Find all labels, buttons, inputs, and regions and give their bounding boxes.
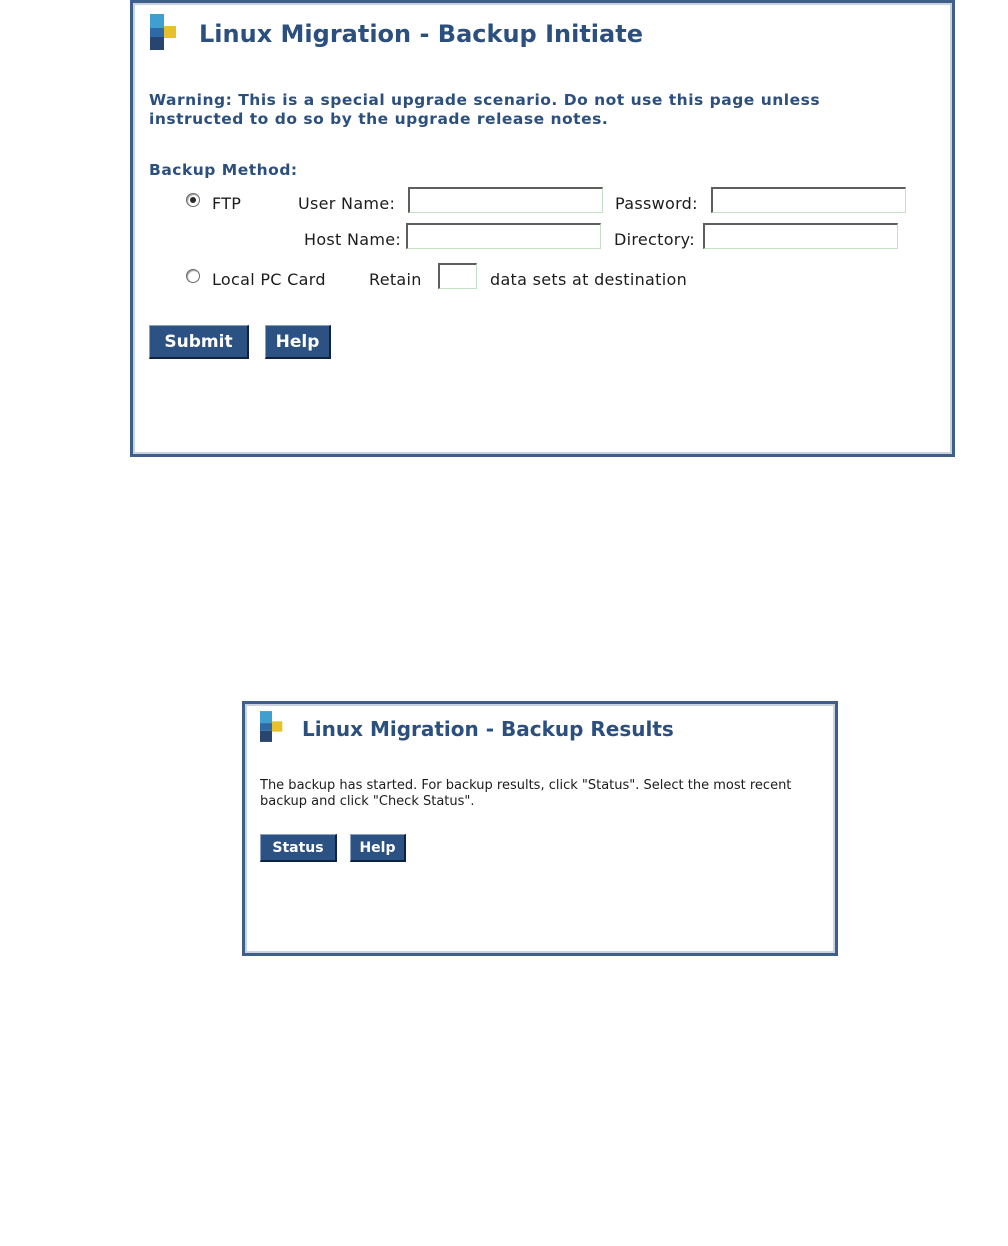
ftp-radio-dot: [190, 197, 196, 203]
page-title: Linux Migration - Backup Initiate: [199, 20, 643, 48]
user-name-label: User Name:: [298, 194, 396, 213]
local-pc-card-radio[interactable]: [186, 269, 200, 283]
local-pc-card-label: Local PC Card: [212, 270, 326, 289]
retain-label: Retain: [369, 270, 422, 289]
help-button[interactable]: Help: [265, 325, 331, 359]
retain-count-input[interactable]: [438, 263, 477, 289]
ftp-radio[interactable]: [186, 193, 200, 207]
backup-started-message: The backup has started. For backup results, click "Status". Select the most recent backup and click "Check Status".: [260, 778, 792, 809]
warning-text: Warning: This is a special upgrade scenario. Do not use this page unless instructed to do so by the upgrade release notes.: [149, 91, 821, 128]
host-name-input[interactable]: [406, 223, 601, 249]
submit-button[interactable]: Submit: [149, 325, 249, 359]
status-button[interactable]: Status: [260, 834, 337, 862]
password-input[interactable]: [711, 187, 906, 213]
app-logo-icon: [260, 711, 284, 742]
app-logo-icon: [150, 14, 178, 50]
backup-method-label: Backup Method:: [149, 161, 298, 179]
user-name-input[interactable]: [408, 187, 603, 213]
ftp-label: FTP: [212, 194, 242, 213]
password-label: Password:: [615, 194, 698, 213]
retain-suffix-label: data sets at destination: [490, 270, 688, 289]
backup-initiate-panel: [130, 0, 955, 457]
host-name-label: Host Name:: [304, 230, 402, 249]
backup-results-panel: [242, 701, 838, 956]
help-button[interactable]: Help: [350, 834, 406, 862]
page-title: Linux Migration - Backup Results: [302, 717, 674, 741]
directory-label: Directory:: [614, 230, 695, 249]
directory-input[interactable]: [703, 223, 898, 249]
